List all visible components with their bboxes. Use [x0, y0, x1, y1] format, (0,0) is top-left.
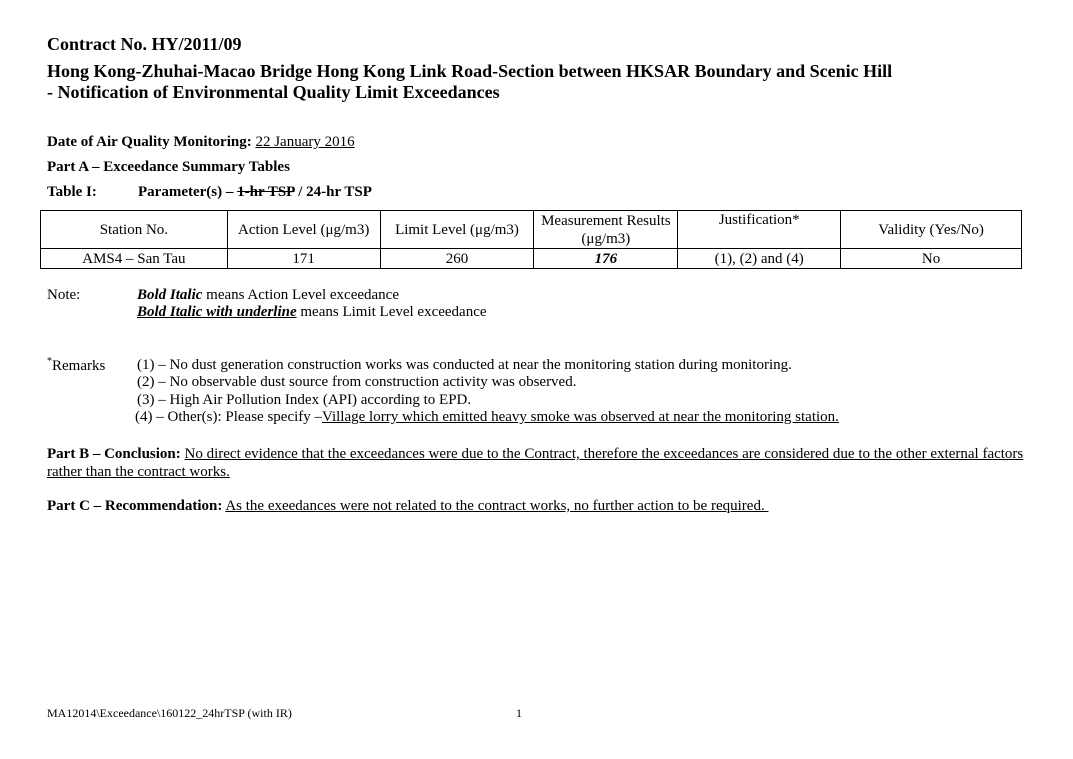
remark-4 [135, 409, 839, 426]
header-measurement: Measurement Results (μg/m3) [534, 211, 678, 249]
header-validity: Validity (Yes/No) [841, 211, 1022, 249]
cell-measurement: 176 [534, 249, 678, 269]
note-label: Note: [47, 287, 81, 303]
part-c-underline-fill [765, 498, 945, 515]
part-b-label: Part B – Conclusion: [47, 446, 181, 462]
parameter-line [138, 184, 372, 201]
document-subtitle: - Notification of Environmental Quality Limit Exceedances [47, 82, 500, 102]
table-label: Table I: [47, 184, 97, 200]
contract-number: Contract No. HY/2011/09 [47, 34, 242, 54]
cell-station: AMS4 – San Tau [41, 249, 228, 269]
remarks-marker: * [47, 356, 52, 367]
table-header-row [41, 211, 1022, 249]
remarks-label-text: Remarks [52, 358, 106, 374]
monitoring-date-label: Date of Air Quality Monitoring: [47, 134, 252, 150]
note-line-2 [137, 304, 487, 321]
note-line-2-text: means Limit Level exceedance [300, 304, 487, 320]
note-bold-italic: Bold Italic [137, 287, 203, 303]
remark-1: (1) – No dust generation construction works was conducted at near the monitoring station during monitoring. [137, 357, 792, 373]
table-row [41, 249, 1022, 269]
cell-action-level: 171 [227, 249, 380, 269]
parameter-rest: / 24-hr TSP [298, 184, 372, 200]
part-c-recommendation [47, 498, 945, 515]
cell-validity: No [841, 249, 1022, 269]
page-number: 1 [516, 706, 522, 720]
part-c-label: Part C – Recommendation: [47, 498, 223, 514]
document-title: Hong Kong-Zhuhai-Macao Bridge Hong Kong Link Road-Section between HKSAR Boundary and Scenic Hill [47, 61, 893, 81]
remarks-label [47, 356, 105, 375]
remark-4-prefix: (4) – Other(s): Please specify – [135, 409, 323, 425]
parameter-prefix: Parameter(s) – [138, 184, 234, 200]
remark-3: (3) – High Air Pollution Index (API) according to EPD. [137, 392, 472, 408]
note-line-1-text: means Action Level exceedance [206, 287, 399, 303]
footer-file-path: MA12014\Exceedance\160122_24hrTSP (with IR) [47, 706, 292, 720]
part-b-conclusion [47, 445, 1027, 481]
part-b-text: No direct evidence that the exceedances were due to the Contract, therefore the exceedances are considered due to the other external factors rather than the contract works. [47, 446, 1024, 480]
monitoring-date-value: 22 January 2016 [255, 134, 355, 150]
part-a-title: Part A – Exceedance Summary Tables [47, 159, 290, 175]
monitoring-date-row [47, 134, 355, 151]
part-c-text: As the exeedances were not related to the contract works, no further action to be required. [225, 498, 765, 514]
remark-4-detail: Village lorry which emitted heavy smoke was observed at near the monitoring station. [322, 409, 839, 425]
remark-2: (2) – No observable dust source from construction activity was observed. [137, 374, 577, 390]
note-bold-italic-underline: Bold Italic with underline [137, 304, 297, 320]
note-line-1 [137, 287, 399, 304]
header-action-level: Action Level (μg/m3) [227, 211, 380, 249]
exceedance-table [40, 210, 1022, 269]
header-limit-level: Limit Level (μg/m3) [380, 211, 534, 249]
header-justification: Justification* [678, 211, 841, 249]
cell-justification: (1), (2) and (4) [678, 249, 841, 269]
header-station: Station No. [41, 211, 228, 249]
cell-limit-level: 260 [380, 249, 534, 269]
parameter-struck: 1-hr TSP [237, 184, 295, 200]
